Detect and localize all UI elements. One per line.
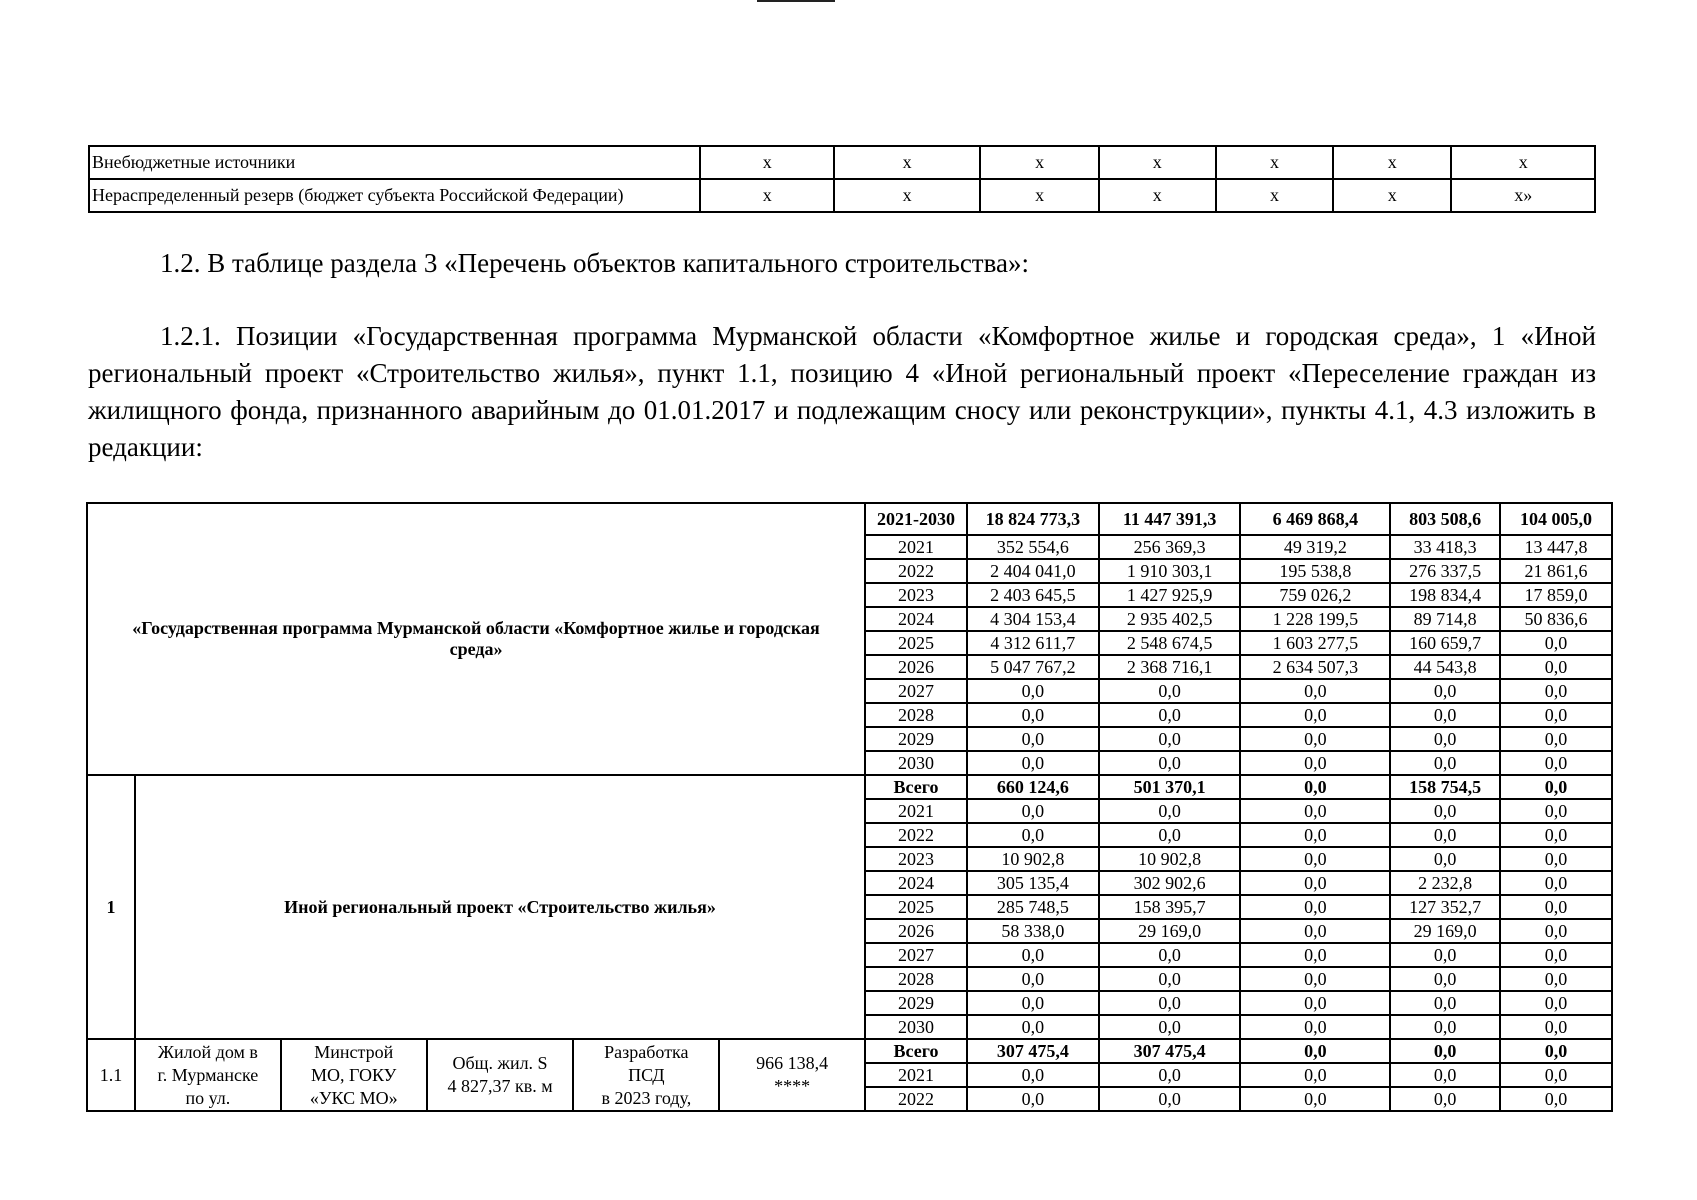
amount-cell: 0,0: [1099, 751, 1241, 775]
amount-cell: 0,0: [1500, 775, 1612, 799]
amount-cell: 0,0: [1500, 1063, 1612, 1087]
amount-cell: 58 338,0: [967, 919, 1099, 943]
amount-cell: 307 475,4: [967, 1039, 1099, 1063]
amount-cell: 0,0: [967, 1063, 1099, 1087]
period-cell: 2030: [865, 751, 967, 775]
amount-cell: 0,0: [1240, 775, 1390, 799]
amount-cell: 0,0: [1099, 703, 1241, 727]
amount-cell: 1 603 277,5: [1240, 631, 1390, 655]
amount-cell: 0,0: [1240, 727, 1390, 751]
funding-cell: x: [834, 146, 981, 179]
amount-cell: 2 548 674,5: [1099, 631, 1241, 655]
amount-cell: 759 026,2: [1240, 583, 1390, 607]
amount-cell: 0,0: [1500, 1087, 1612, 1111]
stage-line: Разработка: [604, 1042, 689, 1062]
amount-cell: 0,0: [1240, 847, 1390, 871]
amount-cell: 0,0: [1500, 847, 1612, 871]
amount-cell: 0,0: [1500, 703, 1612, 727]
amount-cell: 29 169,0: [1099, 919, 1241, 943]
top-line-mark: [757, 0, 835, 2]
amount-cell: 158 395,7: [1099, 895, 1241, 919]
amount-cell: 0,0: [967, 703, 1099, 727]
amount-cell: 49 319,2: [1240, 535, 1390, 559]
amount-cell: 0,0: [967, 727, 1099, 751]
amount-cell: 0,0: [1500, 727, 1612, 751]
amount-cell: 18 824 773,3: [967, 503, 1099, 535]
amount-cell: 0,0: [1500, 751, 1612, 775]
amount-cell: 1 910 303,1: [1099, 559, 1241, 583]
period-cell: Всего: [865, 1039, 967, 1063]
period-cell: 2029: [865, 727, 967, 751]
amount-cell: 0,0: [1390, 991, 1500, 1015]
item-row: [87, 1039, 1612, 1063]
amount-cell: 1 228 199,5: [1240, 607, 1390, 631]
stage: [573, 1039, 719, 1111]
amount-cell: 0,0: [967, 943, 1099, 967]
amount-cell: 10 902,8: [1099, 847, 1241, 871]
amount-cell: 0,0: [1500, 1039, 1612, 1063]
amount-cell: 0,0: [1240, 1087, 1390, 1111]
funding-label: Внебюджетные источники: [89, 146, 700, 179]
amount-cell: 0,0: [1240, 919, 1390, 943]
period-cell: 2021: [865, 1063, 967, 1087]
amount-cell: 11 447 391,3: [1099, 503, 1241, 535]
amount-cell: 2 404 041,0: [967, 559, 1099, 583]
capital-construction-table: [86, 502, 1613, 1112]
funding-cell: x: [1216, 179, 1333, 212]
amount-cell: 0,0: [1099, 943, 1241, 967]
amount-cell: 803 508,6: [1390, 503, 1500, 535]
amount-cell: 195 538,8: [1240, 559, 1390, 583]
estimated-cost: [719, 1039, 865, 1111]
period-cell: 2027: [865, 679, 967, 703]
amount-cell: 2 368 716,1: [1099, 655, 1241, 679]
amount-cell: 0,0: [1240, 991, 1390, 1015]
amount-cell: 21 861,6: [1500, 559, 1612, 583]
customer-line: Минстрой: [314, 1042, 394, 1062]
amount-cell: 0,0: [1390, 847, 1500, 871]
amount-cell: 285 748,5: [967, 895, 1099, 919]
amount-cell: 0,0: [1390, 727, 1500, 751]
amount-cell: 0,0: [1240, 679, 1390, 703]
amount-cell: 0,0: [1500, 1015, 1612, 1039]
amount-cell: 0,0: [1240, 1039, 1390, 1063]
amount-cell: 276 337,5: [1390, 559, 1500, 583]
funding-cell: x: [1333, 146, 1451, 179]
amount-cell: 0,0: [1500, 871, 1612, 895]
period-cell: 2024: [865, 871, 967, 895]
project-title: Иной региональный проект «Строительство жилья»: [135, 775, 865, 1039]
funding-cell: x: [1099, 146, 1216, 179]
amount-cell: 0,0: [1240, 1063, 1390, 1087]
amount-cell: 0,0: [1240, 799, 1390, 823]
amount-cell: 0,0: [967, 1015, 1099, 1039]
period-cell: 2022: [865, 823, 967, 847]
amount-cell: 0,0: [1099, 1015, 1241, 1039]
amount-cell: 307 475,4: [1099, 1039, 1241, 1063]
amount-cell: 0,0: [1240, 895, 1390, 919]
amount-cell: 158 754,5: [1390, 775, 1500, 799]
period-cell: 2029: [865, 991, 967, 1015]
funding-cell: x: [1099, 179, 1216, 212]
amount-cell: 0,0: [1099, 823, 1241, 847]
amount-cell: 0,0: [1390, 967, 1500, 991]
amount-cell: 660 124,6: [967, 775, 1099, 799]
amount-cell: 0,0: [1240, 703, 1390, 727]
period-cell: 2021: [865, 799, 967, 823]
customer: [281, 1039, 427, 1111]
amount-cell: 0,0: [1099, 727, 1241, 751]
amount-cell: 89 714,8: [1390, 607, 1500, 631]
amount-cell: 0,0: [1390, 799, 1500, 823]
amount-cell: 198 834,4: [1390, 583, 1500, 607]
amount-cell: 104 005,0: [1500, 503, 1612, 535]
amount-cell: 5 047 767,2: [967, 655, 1099, 679]
amount-cell: 4 304 153,4: [967, 607, 1099, 631]
amount-cell: 0,0: [1500, 895, 1612, 919]
funding-sources-table: [88, 145, 1596, 213]
funding-cell: x»: [1451, 179, 1595, 212]
period-cell: 2021: [865, 535, 967, 559]
amount-cell: 0,0: [1500, 799, 1612, 823]
amount-cell: 0,0: [967, 679, 1099, 703]
amount-cell: 0,0: [1500, 967, 1612, 991]
amount-cell: 0,0: [1099, 991, 1241, 1015]
funding-label: Нераспределенный резерв (бюджет субъекта Российской Федерации): [89, 179, 700, 212]
period-cell: 2023: [865, 583, 967, 607]
amount-cell: 0,0: [1240, 751, 1390, 775]
object-name-line: Жилой дом в: [157, 1042, 258, 1062]
period-cell: 2028: [865, 703, 967, 727]
funding-cell: x: [700, 179, 833, 212]
period-cell: 2030: [865, 1015, 967, 1039]
period-cell: 2022: [865, 559, 967, 583]
amount-cell: 0,0: [1500, 631, 1612, 655]
object-name-line: г. Мурманске: [157, 1065, 259, 1085]
amount-cell: 0,0: [1500, 991, 1612, 1015]
amount-cell: 352 554,6: [967, 535, 1099, 559]
period-cell: 2021-2030: [865, 503, 967, 535]
amount-cell: 0,0: [1390, 703, 1500, 727]
funding-cell: x: [700, 146, 833, 179]
amount-cell: 0,0: [1390, 943, 1500, 967]
amount-cell: 0,0: [1099, 1063, 1241, 1087]
amount-cell: 0,0: [1099, 679, 1241, 703]
funding-cell: x: [1451, 146, 1595, 179]
amount-cell: 2 232,8: [1390, 871, 1500, 895]
paragraph-1-2: 1.2. В таблице раздела 3 «Перечень объектов капитального строительства»:: [160, 248, 1029, 278]
customer-line: МО, ГОКУ: [311, 1065, 397, 1085]
amount-cell: 50 836,6: [1500, 607, 1612, 631]
amount-cell: 0,0: [1240, 1015, 1390, 1039]
period-cell: 2028: [865, 967, 967, 991]
period-cell: 2026: [865, 919, 967, 943]
amount-cell: 501 370,1: [1099, 775, 1241, 799]
amount-cell: 0,0: [1390, 823, 1500, 847]
project-number: 1: [87, 775, 135, 1039]
amount-cell: 0,0: [1240, 823, 1390, 847]
amount-cell: 2 403 645,5: [967, 583, 1099, 607]
amount-cell: 256 369,3: [1099, 535, 1241, 559]
project-row: [87, 775, 1612, 799]
amount-cell: 0,0: [1390, 679, 1500, 703]
amount-cell: 17 859,0: [1500, 583, 1612, 607]
item-number: 1.1: [87, 1039, 135, 1111]
amount-cell: 10 902,8: [967, 847, 1099, 871]
amount-cell: 0,0: [1500, 919, 1612, 943]
amount-cell: 2 935 402,5: [1099, 607, 1241, 631]
period-cell: 2024: [865, 607, 967, 631]
funding-row: [89, 179, 1595, 212]
capacity-line: Общ. жил. S: [452, 1053, 548, 1073]
amount-cell: 0,0: [967, 1087, 1099, 1111]
period-cell: Всего: [865, 775, 967, 799]
estimated-cost-line: 966 138,4: [756, 1053, 829, 1073]
program-row: [87, 503, 1612, 535]
funding-cell: x: [1216, 146, 1333, 179]
amount-cell: 0,0: [967, 823, 1099, 847]
amount-cell: 0,0: [1390, 1015, 1500, 1039]
object-name: [135, 1039, 281, 1111]
funding-cell: x: [980, 146, 1098, 179]
period-cell: 2025: [865, 631, 967, 655]
estimated-cost-line: ****: [774, 1076, 811, 1096]
funding-cell: x: [834, 179, 981, 212]
amount-cell: 0,0: [1099, 799, 1241, 823]
amount-cell: 0,0: [1390, 1063, 1500, 1087]
amount-cell: 0,0: [1240, 943, 1390, 967]
amount-cell: 0,0: [1500, 679, 1612, 703]
stage-line: в 2023 году,: [601, 1088, 692, 1108]
amount-cell: 0,0: [1390, 1039, 1500, 1063]
amount-cell: 0,0: [967, 799, 1099, 823]
amount-cell: 160 659,7: [1390, 631, 1500, 655]
amount-cell: 13 447,8: [1500, 535, 1612, 559]
amount-cell: 0,0: [1099, 1087, 1241, 1111]
stage-line: ПСД: [628, 1065, 665, 1085]
amount-cell: 0,0: [1099, 967, 1241, 991]
amount-cell: 0,0: [1240, 967, 1390, 991]
amount-cell: 1 427 925,9: [1099, 583, 1241, 607]
customer-line: «УКС МО»: [309, 1088, 398, 1108]
amount-cell: 33 418,3: [1390, 535, 1500, 559]
amount-cell: 4 312 611,7: [967, 631, 1099, 655]
amount-cell: 0,0: [967, 991, 1099, 1015]
amount-cell: 0,0: [1500, 943, 1612, 967]
capacity-line: 4 827,37 кв. м: [447, 1076, 553, 1096]
period-cell: 2026: [865, 655, 967, 679]
amount-cell: 44 543,8: [1390, 655, 1500, 679]
amount-cell: 0,0: [1240, 871, 1390, 895]
paragraph-1-2-1: 1.2.1. Позиции «Государственная программа Мурманской области «Комфортное жилье и городская среда», 1 «Иной региональный проект «Строительство жилья», пункт 1.1, позицию 4 «Иной региональный проект «Переселение граждан из жилищного фонда, признанного аварийным до 01.01.2017 и подлежащим сносу или реконструкции», пункты 4.1, 4.3 изложить в редакции:: [88, 321, 1596, 462]
amount-cell: 302 902,6: [1099, 871, 1241, 895]
period-cell: 2023: [865, 847, 967, 871]
program-title: «Государственная программа Мурманской области «Комфортное жилье и городская среда»: [87, 503, 865, 775]
amount-cell: 0,0: [1500, 655, 1612, 679]
funding-cell: x: [1333, 179, 1451, 212]
amount-cell: 305 135,4: [967, 871, 1099, 895]
amount-cell: 0,0: [1390, 751, 1500, 775]
amount-cell: 0,0: [967, 751, 1099, 775]
period-cell: 2022: [865, 1087, 967, 1111]
period-cell: 2027: [865, 943, 967, 967]
amount-cell: 6 469 868,4: [1240, 503, 1390, 535]
capacity: [427, 1039, 574, 1111]
funding-row: [89, 146, 1595, 179]
funding-cell: x: [980, 179, 1098, 212]
amount-cell: 2 634 507,3: [1240, 655, 1390, 679]
amount-cell: 127 352,7: [1390, 895, 1500, 919]
amount-cell: 0,0: [1500, 823, 1612, 847]
period-cell: 2025: [865, 895, 967, 919]
object-name-line: по ул.: [185, 1088, 231, 1108]
amount-cell: 0,0: [1390, 1087, 1500, 1111]
amount-cell: 29 169,0: [1390, 919, 1500, 943]
amount-cell: 0,0: [967, 967, 1099, 991]
